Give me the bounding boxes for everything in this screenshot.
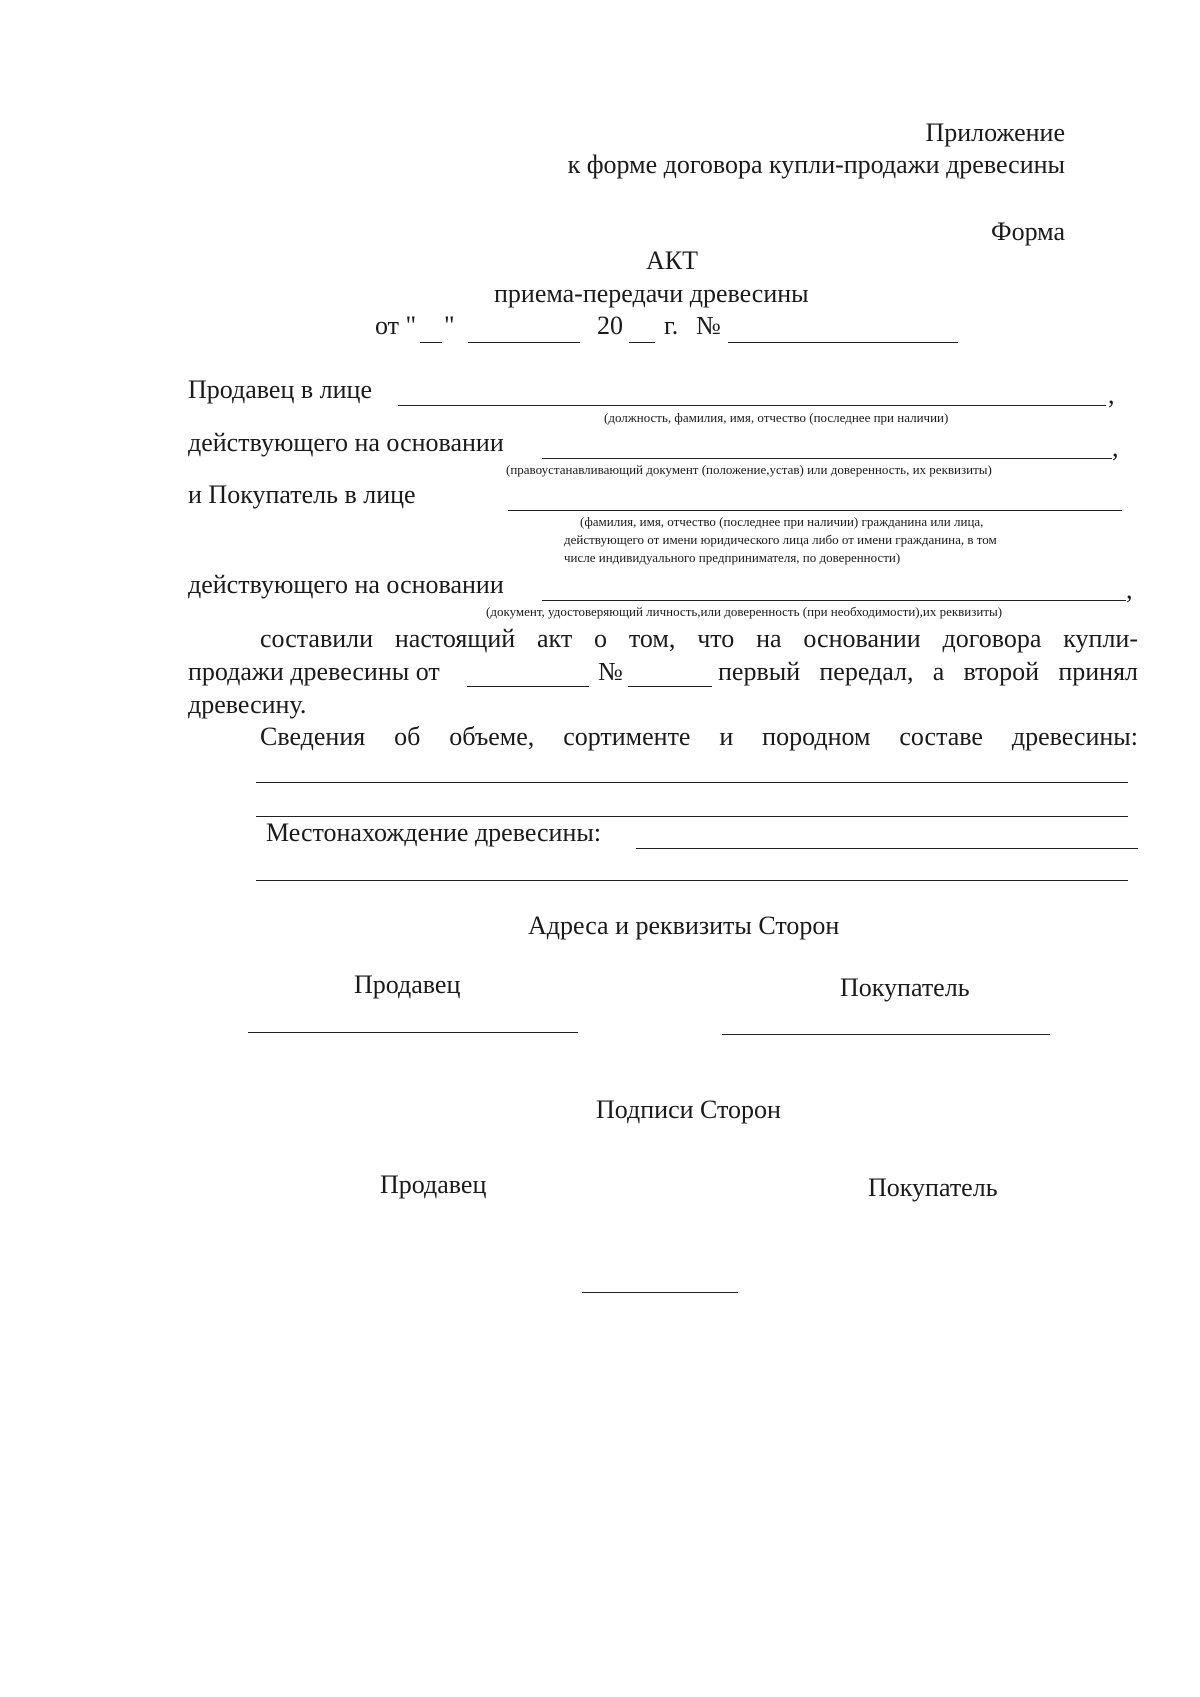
seller-representative-line bbox=[398, 405, 1106, 406]
location-line-2 bbox=[256, 880, 1128, 881]
timber-info-line-2 bbox=[256, 816, 1128, 817]
paragraph-1-number-sign: № bbox=[598, 657, 623, 686]
act-number-line bbox=[728, 342, 958, 343]
form-label: Форма bbox=[991, 217, 1065, 246]
date-day-line bbox=[420, 342, 442, 343]
paragraph-1-line-3: древесину. bbox=[188, 690, 307, 719]
year-suffix: г. bbox=[664, 311, 679, 340]
seller-comma: , bbox=[1108, 380, 1115, 409]
basis-comma-2: , bbox=[1126, 575, 1133, 604]
paragraph-1-line-2c: первый передал, а второй принял bbox=[718, 657, 1138, 686]
seller-caption: (должность, фамилия, имя, отчество (последнее при наличии) bbox=[604, 410, 949, 425]
timber-info-label: Сведения об объеме, сортименте и породном составе древесины: bbox=[260, 722, 1138, 751]
buyer-basis-line bbox=[542, 600, 1126, 601]
date-quote-close: " bbox=[444, 311, 455, 340]
requisites-seller-line bbox=[248, 1032, 578, 1033]
document-title: АКТ bbox=[646, 246, 698, 275]
buyer-caption-1: (фамилия, имя, отчество (последнее при наличии) гражданина или лица, bbox=[580, 514, 984, 529]
signatures-seller-label: Продавец bbox=[380, 1170, 487, 1199]
seller-label: Продавец в лице bbox=[188, 375, 372, 404]
paragraph-1-line-2a: продажи древесины от bbox=[188, 657, 440, 686]
location-line-1 bbox=[636, 848, 1138, 849]
signatures-heading: Подписи Сторон bbox=[596, 1095, 781, 1124]
year-prefix: 20 bbox=[597, 311, 623, 340]
requisites-heading: Адреса и реквизиты Сторон bbox=[528, 911, 840, 940]
basis-caption-1: (правоустанавливающий документ (положение,устав) или доверенность, их реквизиты) bbox=[506, 462, 992, 477]
buyer-representative-line bbox=[508, 510, 1122, 511]
timber-info-line-1 bbox=[256, 782, 1128, 783]
location-label: Местонахождение древесины: bbox=[266, 818, 602, 847]
basis-label-2: действующего на основании bbox=[188, 570, 504, 599]
date-month-line bbox=[468, 342, 580, 343]
basis-label-1: действующего на основании bbox=[188, 428, 504, 457]
buyer-caption-3: числе индивидуального предпринимателя, по доверенности) bbox=[564, 550, 901, 565]
contract-number-line bbox=[628, 686, 712, 687]
requisites-buyer-line bbox=[722, 1034, 1050, 1035]
buyer-label: и Покупатель в лице bbox=[188, 480, 416, 509]
appendix-reference: к форме договора купли-продажи древесины bbox=[567, 150, 1065, 179]
requisites-seller-label: Продавец bbox=[354, 970, 461, 999]
signatures-buyer-label: Покупатель bbox=[868, 1173, 998, 1202]
footer-separator bbox=[582, 1292, 738, 1293]
year-line bbox=[629, 342, 655, 343]
requisites-buyer-label: Покупатель bbox=[840, 973, 970, 1002]
basis-comma-1: , bbox=[1112, 433, 1119, 462]
seller-basis-line bbox=[542, 458, 1112, 459]
appendix-label: Приложение bbox=[925, 118, 1065, 147]
document-subtitle: приема-передачи древесины bbox=[494, 279, 809, 308]
buyer-caption-2: действующего от имени юридического лица либо от имени гражданина, в том bbox=[564, 532, 997, 547]
basis-caption-2: (документ, удостоверяющий личность,или доверенность (при необходимости),их реквизиты) bbox=[486, 604, 1003, 619]
date-prefix: от " bbox=[375, 311, 417, 340]
paragraph-1-line-1: составили настоящий акт о том, что на основании договора купли- bbox=[260, 624, 1138, 653]
number-sign: № bbox=[696, 311, 721, 340]
contract-date-line bbox=[467, 686, 589, 687]
